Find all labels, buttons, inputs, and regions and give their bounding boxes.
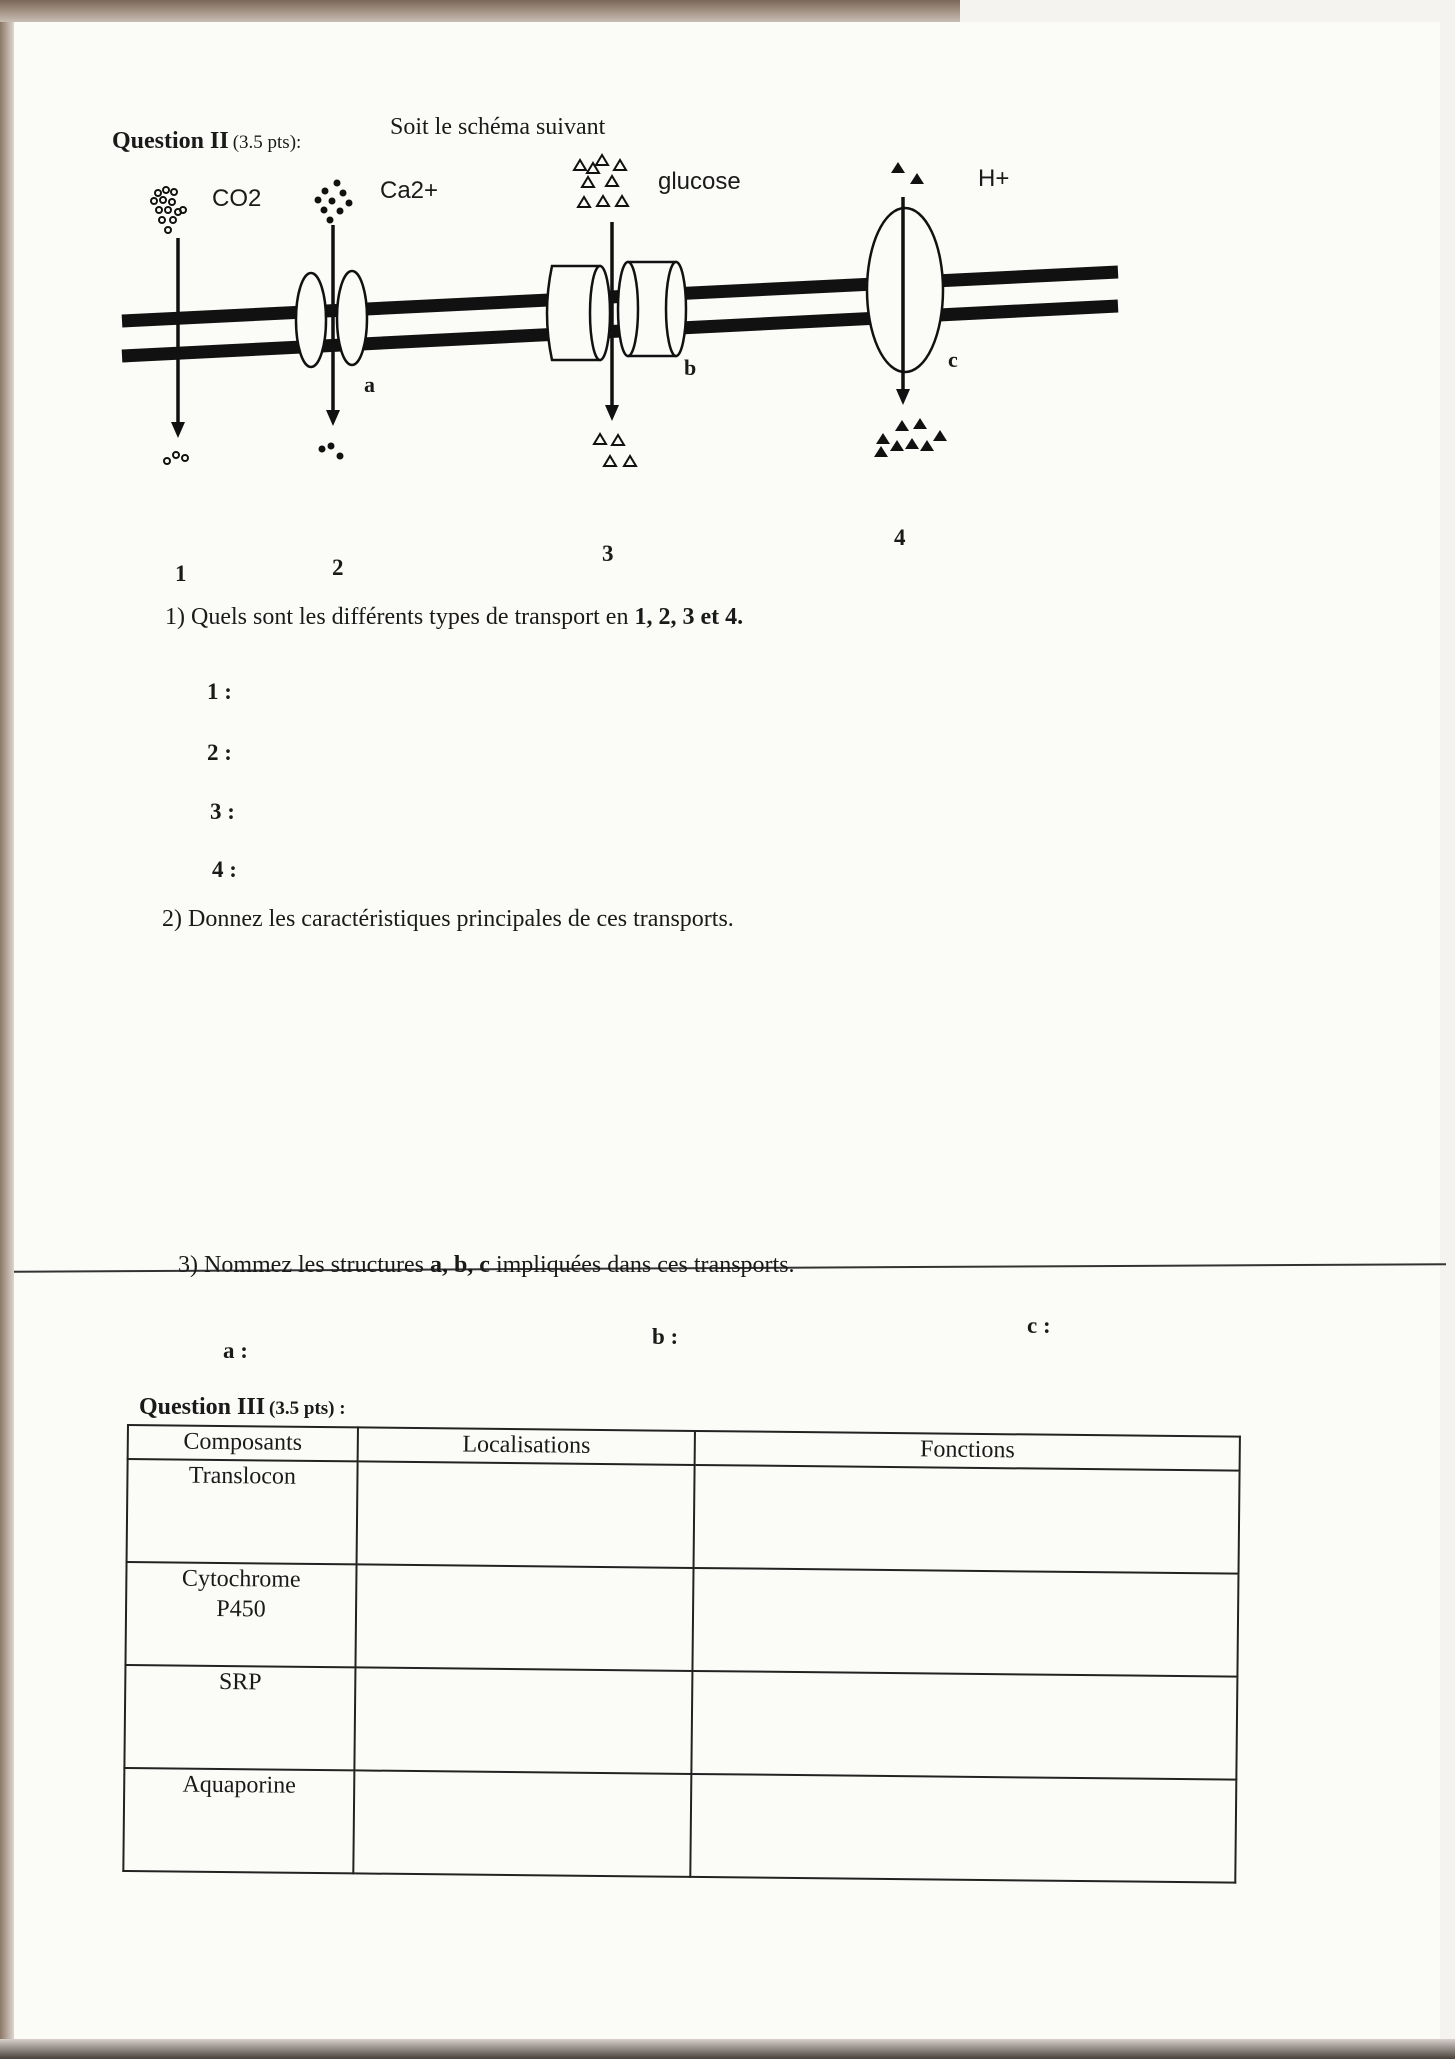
cell-component: SRP xyxy=(124,1665,355,1770)
cell-component: Translocon xyxy=(127,1459,358,1564)
cell-function[interactable] xyxy=(692,1671,1238,1780)
header-components: Composants xyxy=(128,1425,358,1461)
structure-label-a: a xyxy=(364,372,375,397)
question-3-title: Question III xyxy=(139,1394,266,1420)
transport-number-2: 2 xyxy=(332,555,344,580)
cell-function[interactable] xyxy=(693,1568,1239,1677)
subquestion-1-text: 1) Quels sont les différents types de transport en xyxy=(165,604,635,630)
species-label-glucose: glucose xyxy=(658,168,741,195)
question-2-intro: Soit le schéma suivant xyxy=(390,114,606,140)
header-functions: Fonctions xyxy=(695,1431,1240,1470)
subquestion-2: 2) Donnez les caractéristiques principales de ces transports. xyxy=(162,906,734,932)
table-row xyxy=(123,1768,1236,1883)
table-row xyxy=(124,1665,1237,1780)
paper-edge-bottom xyxy=(0,2039,1455,2059)
cell-localisation[interactable] xyxy=(355,1564,693,1671)
structure-label-c: c xyxy=(948,347,958,372)
species-label-proton: H+ xyxy=(978,165,1010,192)
structure-label-b: b xyxy=(684,355,697,380)
cell-localisation[interactable] xyxy=(354,1667,692,1774)
question-3-points: (3.5 pts) : xyxy=(269,1398,346,1419)
cell-localisation[interactable] xyxy=(353,1770,691,1877)
carrier-b xyxy=(547,262,686,360)
structure-answer-a: a : xyxy=(223,1338,248,1363)
subquestion-3 xyxy=(178,1252,795,1279)
question-3-heading xyxy=(139,1394,346,1421)
structure-answer-c: c : xyxy=(1027,1313,1051,1338)
transport-number-1: 1 xyxy=(175,561,187,586)
components-table xyxy=(122,1424,1241,1884)
transport-number-4: 4 xyxy=(894,525,906,550)
cell-function[interactable] xyxy=(691,1774,1237,1883)
table-row xyxy=(125,1562,1238,1677)
question-2-title: Question II xyxy=(112,128,229,154)
subquestion-3-suffix: impliquées dans ces transports. xyxy=(489,1252,795,1278)
answer-line-4: 4 : xyxy=(212,857,237,882)
table-row xyxy=(127,1459,1240,1574)
answer-line-2: 2 : xyxy=(207,740,232,765)
answer-line-1: 1 : xyxy=(207,679,232,704)
cell-function[interactable] xyxy=(694,1465,1240,1574)
subquestion-1 xyxy=(165,604,743,631)
subquestion-1-bold: 1, 2, 3 et 4. xyxy=(634,604,744,630)
structure-answer-b: b : xyxy=(652,1324,679,1349)
answer-line-3: 3 : xyxy=(210,799,235,824)
membrane-transport-diagram xyxy=(0,0,1455,620)
transport-number-3: 3 xyxy=(602,541,614,566)
cell-component: Aquaporine xyxy=(123,1768,354,1874)
subquestion-3-bold: a, b, c xyxy=(429,1252,490,1278)
species-label-co2: CO2 xyxy=(212,185,262,212)
cell-component: Cytochrome P450 xyxy=(125,1562,356,1667)
header-localisations: Localisations xyxy=(358,1427,696,1464)
cell-localisation[interactable] xyxy=(356,1461,694,1568)
species-label-ca: Ca2+ xyxy=(380,177,439,204)
question-2-points: (3.5 pts): xyxy=(232,132,302,153)
subquestion-3-prefix: 3) Nommez les structures xyxy=(178,1252,430,1278)
pump-c xyxy=(867,208,943,372)
